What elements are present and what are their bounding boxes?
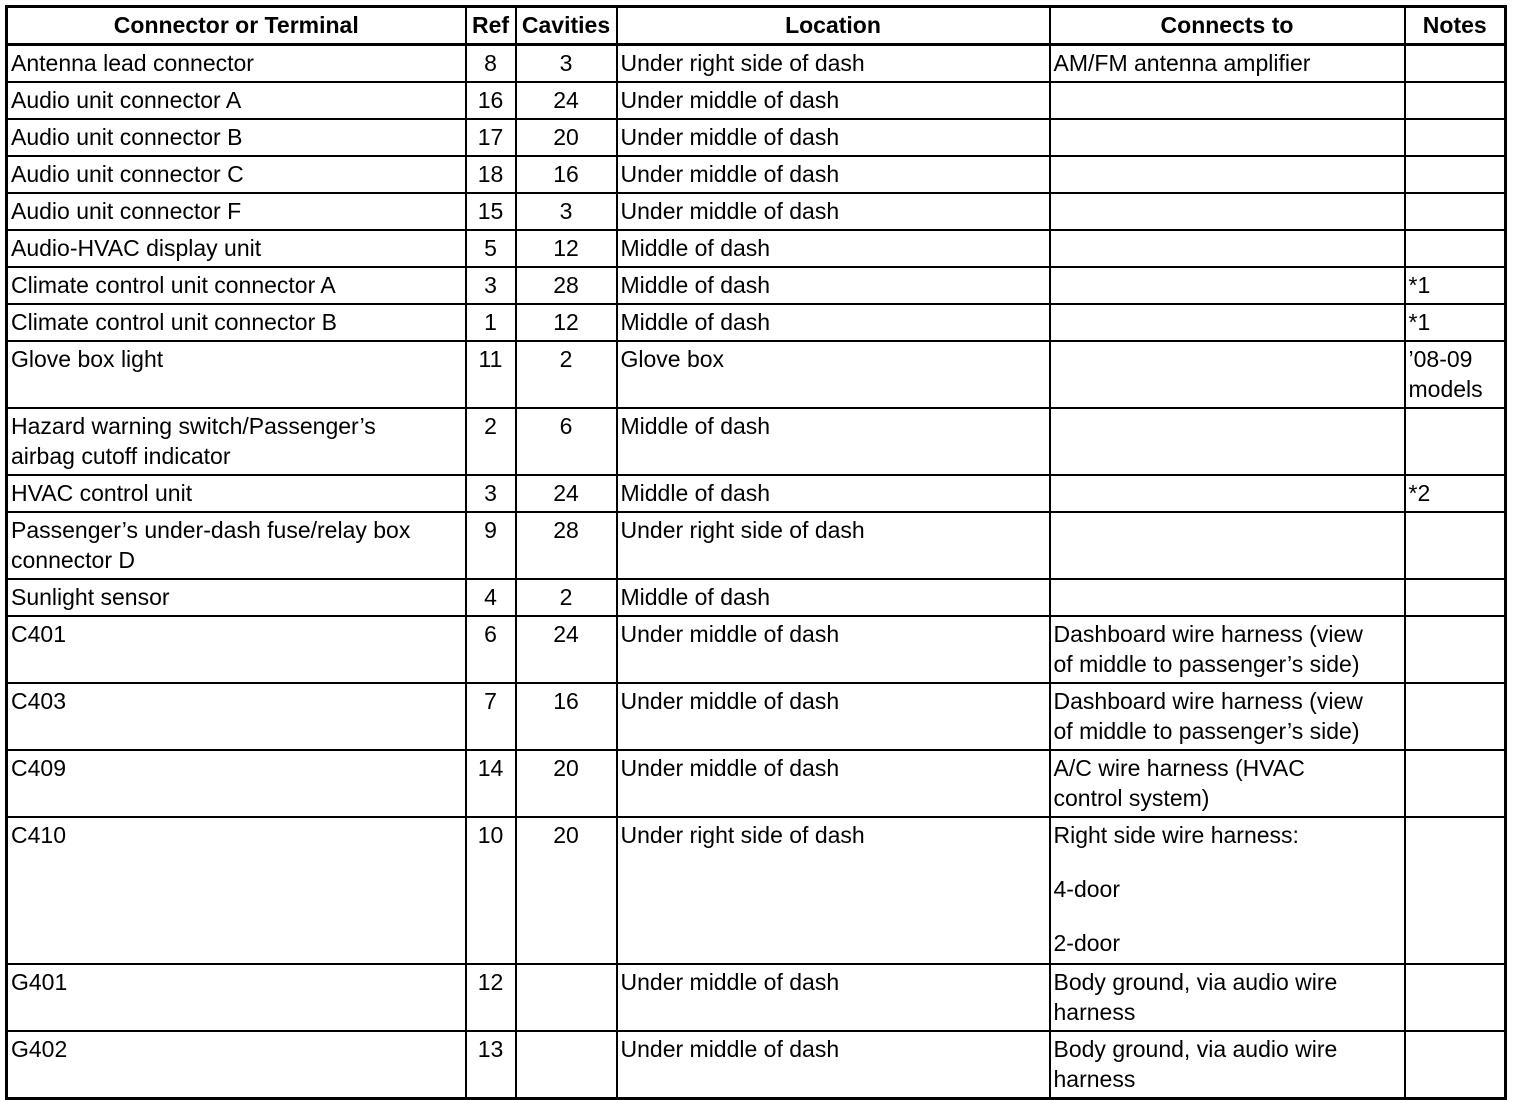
cavities-cell: 2 <box>516 341 617 408</box>
header-ref: Ref <box>466 7 516 45</box>
connector-cell-line: Climate control unit connector B <box>11 309 337 335</box>
connector-cell <box>7 45 466 83</box>
table-row <box>7 475 1506 512</box>
connector-cell <box>7 267 466 304</box>
table-row <box>7 1031 1506 1099</box>
table-row <box>7 156 1506 193</box>
location-cell: Under middle of dash <box>617 82 1050 119</box>
header-row <box>7 7 1506 45</box>
table-row <box>7 45 1506 83</box>
location-cell: Under middle of dash <box>617 683 1050 750</box>
connector-cell-line: Climate control unit connector A <box>11 272 336 298</box>
ref-cell: 16 <box>466 82 516 119</box>
ref-cell: 4 <box>466 579 516 616</box>
location-cell: Under right side of dash <box>617 512 1050 579</box>
connector-cell <box>7 475 466 512</box>
connector-cell-line: Glove box light <box>11 346 164 372</box>
location-cell: Middle of dash <box>617 579 1050 616</box>
table-row <box>7 119 1506 156</box>
table-row <box>7 964 1506 1031</box>
connector-cell <box>7 119 466 156</box>
notes-cell <box>1405 230 1506 267</box>
header-notes: Notes <box>1405 7 1506 45</box>
connects-to-cell-line: harness <box>1053 999 1136 1025</box>
notes-cell <box>1405 616 1506 683</box>
connector-cell-line: Audio-HVAC display unit <box>11 235 262 261</box>
cavities-cell: 24 <box>516 82 617 119</box>
notes-cell <box>1405 1031 1506 1099</box>
location-cell: Under middle of dash <box>617 616 1050 683</box>
connector-cell-line: C401 <box>11 621 66 647</box>
notes-cell <box>1405 341 1506 408</box>
location-cell: Under middle of dash <box>617 193 1050 230</box>
cavities-cell: 12 <box>516 304 617 341</box>
location-cell: Under middle of dash <box>617 750 1050 817</box>
cavities-cell: 16 <box>516 683 617 750</box>
table-row <box>7 817 1506 964</box>
connector-cell <box>7 750 466 817</box>
connector-cell <box>7 817 466 964</box>
notes-cell-line: models <box>1408 376 1483 402</box>
notes-cell <box>1405 408 1506 475</box>
ref-cell: 14 <box>466 750 516 817</box>
connects-to-cell <box>1050 341 1405 408</box>
cavities-cell: 3 <box>516 193 617 230</box>
cavities-cell: 3 <box>516 45 617 83</box>
table-row <box>7 579 1506 616</box>
ref-cell: 11 <box>466 341 516 408</box>
connector-cell-line: Audio unit connector B <box>11 124 243 150</box>
cavities-cell: 12 <box>516 230 617 267</box>
ref-cell: 3 <box>466 267 516 304</box>
connector-cell-line: Sunlight sensor <box>11 584 170 610</box>
location-cell: Middle of dash <box>617 304 1050 341</box>
notes-cell-line: *1 <box>1408 272 1431 298</box>
cavities-cell: 20 <box>516 119 617 156</box>
table-row <box>7 408 1506 475</box>
connects-to-cell <box>1050 512 1405 579</box>
connects-to-cell <box>1050 267 1405 304</box>
connector-cell-line: C410 <box>11 822 66 848</box>
connects-to-cell-line: Body ground, via audio wire <box>1053 969 1338 995</box>
connects-to-cell-line: of middle to passenger’s side) <box>1053 718 1360 744</box>
connects-to-cell <box>1050 45 1405 83</box>
connects-to-cell <box>1050 156 1405 193</box>
ref-cell: 3 <box>466 475 516 512</box>
connects-to-cell-line: of middle to passenger’s side) <box>1053 651 1360 677</box>
connector-cell <box>7 683 466 750</box>
location-cell: Glove box <box>617 341 1050 408</box>
table-row <box>7 750 1506 817</box>
notes-cell <box>1405 45 1506 83</box>
table-row <box>7 230 1506 267</box>
connects-to-cell <box>1050 616 1405 683</box>
ref-cell: 10 <box>466 817 516 964</box>
location-cell: Under middle of dash <box>617 964 1050 1031</box>
connector-cell-line: Audio unit connector F <box>11 198 242 224</box>
connector-cell <box>7 193 466 230</box>
notes-cell-line: ’08-09 <box>1408 346 1473 372</box>
notes-cell <box>1405 475 1506 512</box>
notes-cell <box>1405 156 1506 193</box>
connects-to-cell-line: harness <box>1053 1066 1136 1092</box>
connects-to-cell <box>1050 750 1405 817</box>
connects-to-cell <box>1050 964 1405 1031</box>
connects-to-cell <box>1050 408 1405 475</box>
table-row <box>7 193 1506 230</box>
location-cell: Middle of dash <box>617 230 1050 267</box>
connector-cell <box>7 230 466 267</box>
connects-to-cell-line: A/C wire harness (HVAC <box>1053 755 1305 781</box>
notes-cell <box>1405 817 1506 964</box>
connector-cell-line: connector D <box>11 547 136 573</box>
connector-cell <box>7 341 466 408</box>
connects-to-cell <box>1050 304 1405 341</box>
notes-cell <box>1405 193 1506 230</box>
connector-cell-line: Passenger’s under-dash fuse/relay box <box>11 517 411 543</box>
table-row <box>7 82 1506 119</box>
ref-cell: 8 <box>466 45 516 83</box>
connects-to-cell <box>1050 817 1405 964</box>
cavities-cell: 16 <box>516 156 617 193</box>
connector-cell <box>7 512 466 579</box>
table-row <box>7 341 1506 408</box>
connector-cell-line: airbag cutoff indicator <box>11 443 231 469</box>
table-row <box>7 616 1506 683</box>
connector-cell-line: G401 <box>11 969 68 995</box>
connector-cell <box>7 616 466 683</box>
cavities-cell: 28 <box>516 267 617 304</box>
connector-cell <box>7 304 466 341</box>
notes-cell <box>1405 579 1506 616</box>
connects-to-cell <box>1050 579 1405 616</box>
notes-cell <box>1405 512 1506 579</box>
connector-cell-line: Hazard warning switch/Passenger’s <box>11 413 376 439</box>
connects-to-cell-line: Dashboard wire harness (view <box>1053 621 1363 647</box>
connects-to-cell-line <box>1054 850 1402 874</box>
connector-cell-line: Antenna lead connector <box>11 50 254 76</box>
connects-to-cell-line <box>1054 904 1402 928</box>
cavities-cell: 6 <box>516 408 617 475</box>
connector-cell-line: C409 <box>11 755 66 781</box>
ref-cell: 2 <box>466 408 516 475</box>
ref-cell: 12 <box>466 964 516 1031</box>
cavities-cell <box>516 1031 617 1099</box>
location-cell: Middle of dash <box>617 267 1050 304</box>
ref-cell: 5 <box>466 230 516 267</box>
connects-to-cell-line: Right side wire harness: <box>1053 822 1299 848</box>
location-cell: Under right side of dash <box>617 817 1050 964</box>
connects-to-cell <box>1050 230 1405 267</box>
notes-cell <box>1405 683 1506 750</box>
notes-cell-line: *1 <box>1408 309 1431 335</box>
header-cavities: Cavities <box>516 7 617 45</box>
cavities-cell: 24 <box>516 475 617 512</box>
table-row <box>7 683 1506 750</box>
connects-to-cell <box>1050 82 1405 119</box>
connects-to-cell <box>1050 119 1405 156</box>
connector-cell <box>7 82 466 119</box>
ref-cell: 6 <box>466 616 516 683</box>
table-row <box>7 304 1506 341</box>
location-cell: Under right side of dash <box>617 45 1050 83</box>
connector-cell <box>7 156 466 193</box>
connector-cell-line: G402 <box>11 1036 68 1062</box>
notes-cell <box>1405 82 1506 119</box>
cavities-cell: 20 <box>516 750 617 817</box>
cavities-cell: 2 <box>516 579 617 616</box>
connects-to-cell-line: Dashboard wire harness (view <box>1053 688 1363 714</box>
notes-cell <box>1405 750 1506 817</box>
connector-cell <box>7 964 466 1031</box>
ref-cell: 1 <box>466 304 516 341</box>
cavities-cell <box>516 964 617 1031</box>
table-row <box>7 512 1506 579</box>
connector-cell-line: Audio unit connector C <box>11 161 244 187</box>
connector-cell <box>7 579 466 616</box>
ref-cell: 13 <box>466 1031 516 1099</box>
connects-to-cell <box>1050 475 1405 512</box>
connects-to-cell-line: 4-door <box>1053 876 1120 902</box>
ref-cell: 7 <box>466 683 516 750</box>
connects-to-cell-line: Body ground, via audio wire <box>1053 1036 1338 1062</box>
connector-cell <box>7 1031 466 1099</box>
location-cell: Middle of dash <box>617 475 1050 512</box>
ref-cell: 15 <box>466 193 516 230</box>
connects-to-cell-line: 2-door <box>1053 930 1120 956</box>
connects-to-cell <box>1050 1031 1405 1099</box>
location-cell: Under middle of dash <box>617 156 1050 193</box>
cavities-cell: 24 <box>516 616 617 683</box>
ref-cell: 18 <box>466 156 516 193</box>
connector-cell-line: C403 <box>11 688 66 714</box>
connects-to-cell <box>1050 193 1405 230</box>
connector-cell <box>7 408 466 475</box>
cavities-cell: 20 <box>516 817 617 964</box>
notes-cell <box>1405 119 1506 156</box>
table-body <box>7 45 1506 1099</box>
notes-cell <box>1405 267 1506 304</box>
connector-table <box>5 5 1507 1100</box>
notes-cell <box>1405 304 1506 341</box>
connector-cell-line: Audio unit connector A <box>11 87 242 113</box>
notes-cell <box>1405 964 1506 1031</box>
connector-cell-line: HVAC control unit <box>11 480 193 506</box>
location-cell: Under middle of dash <box>617 119 1050 156</box>
connects-to-cell-line: control system) <box>1053 785 1210 811</box>
location-cell: Middle of dash <box>617 408 1050 475</box>
notes-cell-line: *2 <box>1408 480 1431 506</box>
location-cell: Under middle of dash <box>617 1031 1050 1099</box>
header-connector: Connector or Terminal <box>7 7 466 45</box>
connects-to-cell <box>1050 683 1405 750</box>
table-row <box>7 267 1506 304</box>
header-connects-to: Connects to <box>1050 7 1405 45</box>
connects-to-cell-line: AM/FM antenna amplifier <box>1053 50 1311 76</box>
ref-cell: 17 <box>466 119 516 156</box>
header-location: Location <box>617 7 1050 45</box>
cavities-cell: 28 <box>516 512 617 579</box>
ref-cell: 9 <box>466 512 516 579</box>
